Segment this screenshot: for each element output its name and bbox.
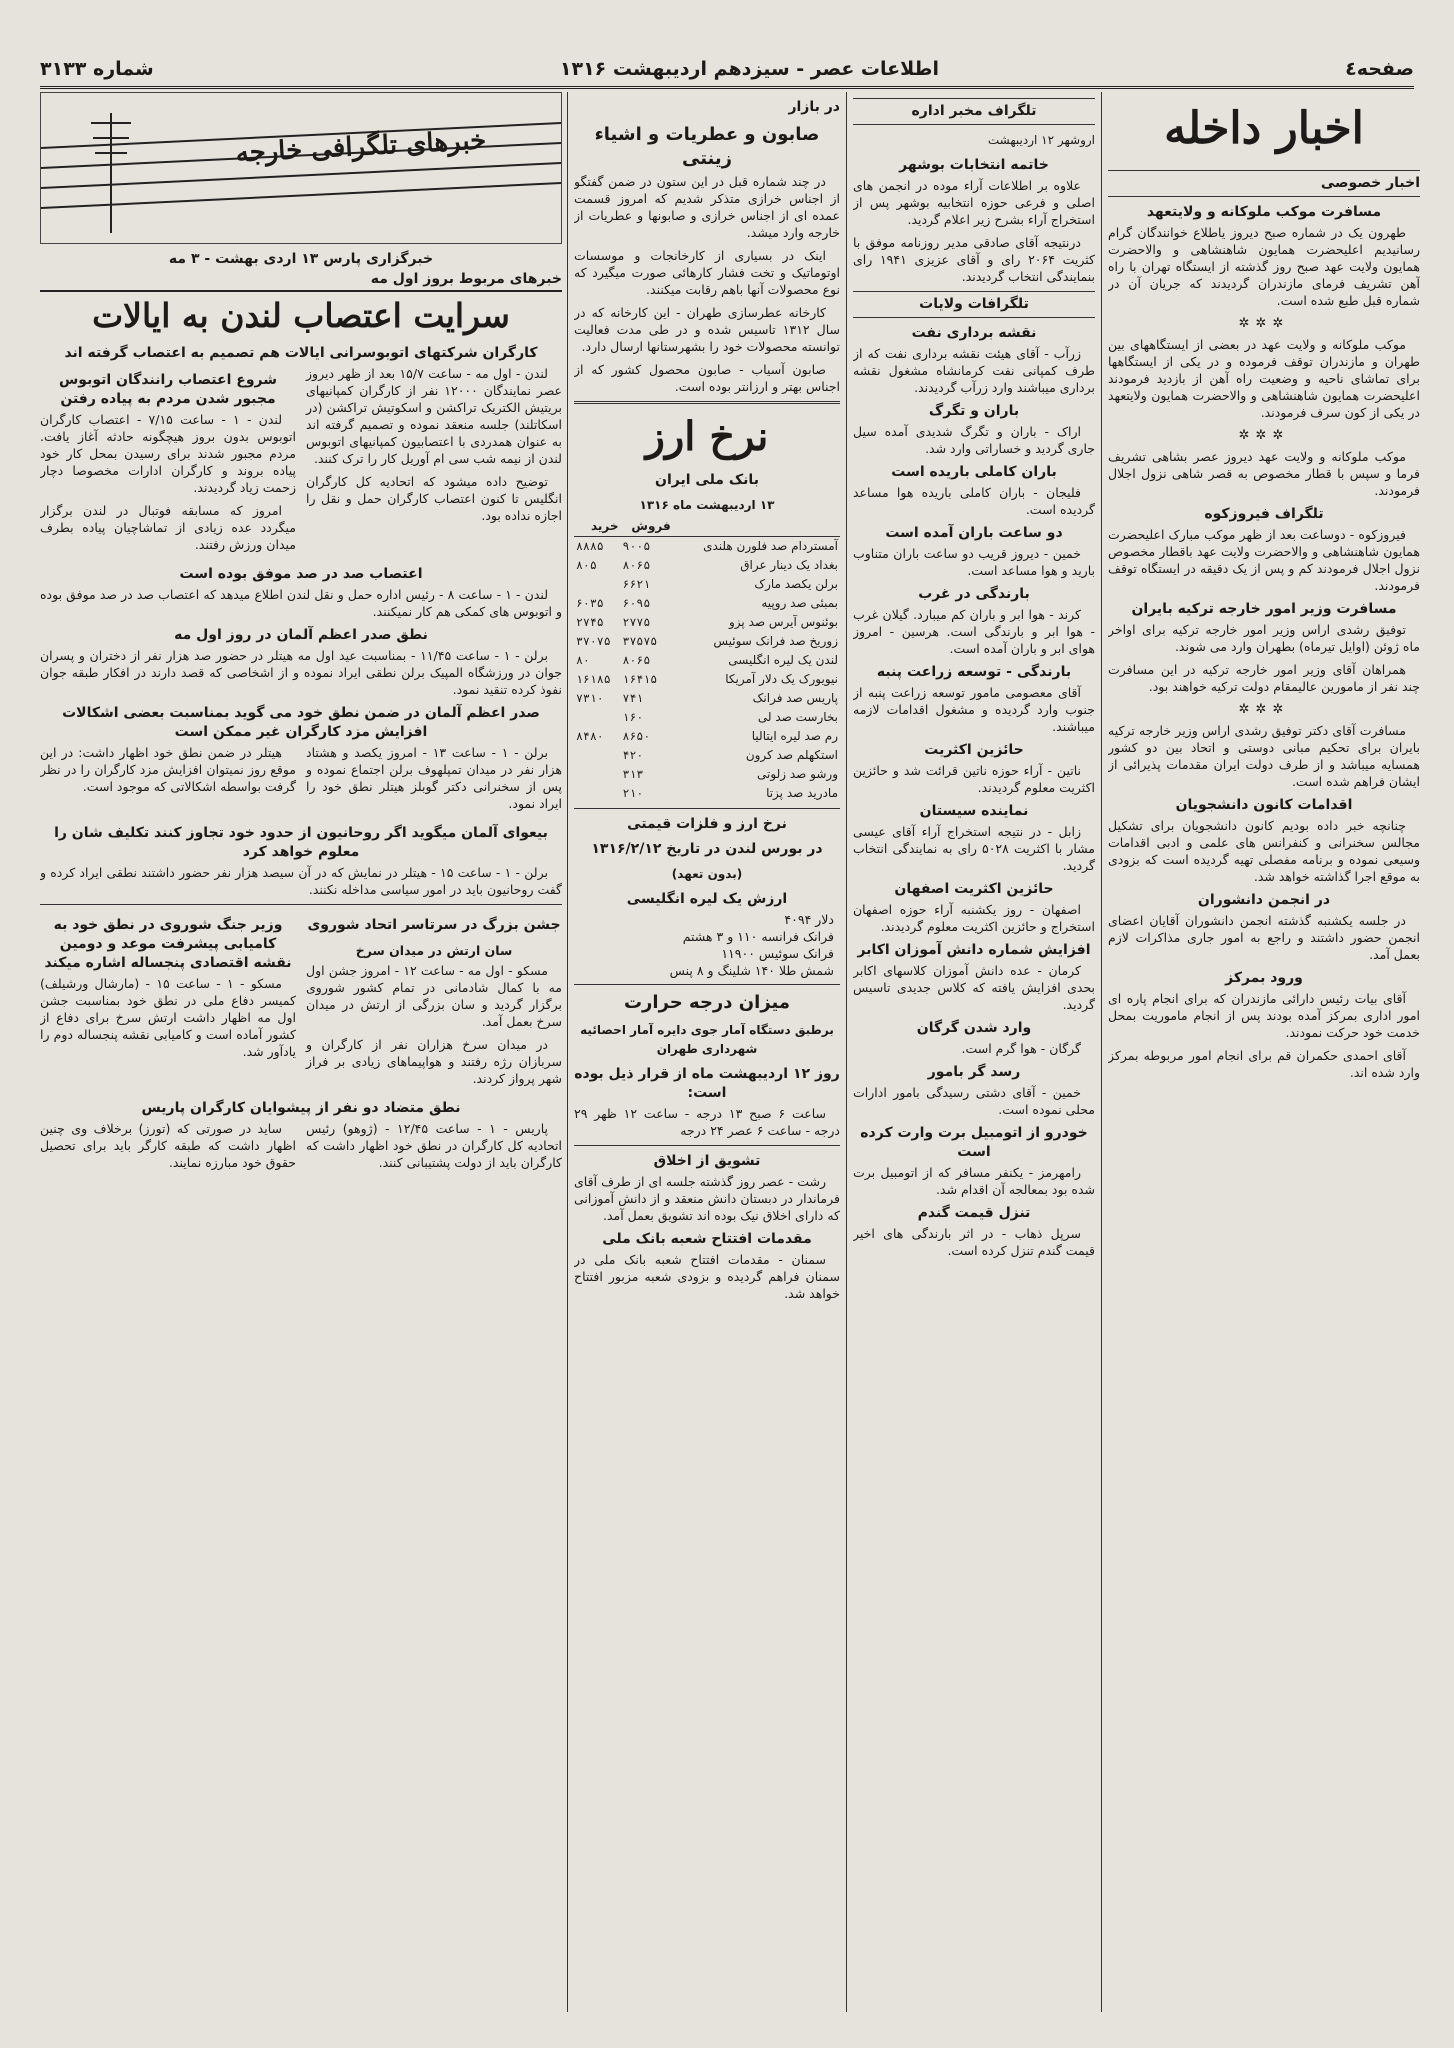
divider: [574, 808, 840, 809]
article-paragraph: کرند - هوا ابر و باران کم میبارد. گیلان غرب - هوا ابر و بارندگی است. هرسین - امروز هوای ابر و باران آمده است.: [853, 607, 1095, 656]
currency-name: پاریس صد فرانک: [752, 691, 838, 705]
article-heading: بارندگی در غرب: [918, 586, 1030, 602]
article-heading: میزان درجه حرارت: [623, 992, 791, 1013]
article-subheading: کارگران شرکتهای اتوبوسرانی ایالات هم تصمیم به اعتصاب گرفته اند: [64, 345, 538, 361]
sell-rate: ۴۲۰: [622, 748, 644, 762]
article-paragraph: در میدان سرخ هزاران نفر از کارگران و سربازان رژه رفتند و هواپیماهای زیادی بر فراز شهر پرواز کردند.: [306, 1037, 562, 1086]
currency-name: استکهلم صد کرون: [745, 748, 838, 762]
article-paragraph: آقای بیات رئیس دارائی مازندران که برای انجام پاره ای امور اداری بمرکز آمده بودند پس از انجام ماموریت بمحل خدمت خود حرکت نمودند.: [1108, 991, 1420, 1040]
column-domestic-news: [1108, 92, 1420, 2018]
article-paragraph: سرپل ذهاب - در اثر بارندگی های اخیر قیمت گندم تنزل کرده است.: [853, 1226, 1095, 1258]
section-heading: تلگرافات ولایات: [853, 291, 1095, 318]
article-paragraph: صابون آسیاب - صابون محصول کشور که از اجناس بهتر و ارزانتر بوده است.: [574, 362, 840, 394]
two-column-text: [40, 744, 562, 818]
rates-date: ۱۳ اردیبهشت ماه ۱۳۱۶: [639, 498, 775, 512]
article-heading: دو ساعت باران آمده است: [885, 525, 1063, 541]
exchange-rates-title: نرخ ارز: [645, 413, 769, 460]
article-paragraph: طهرون یک در شماره صبح دیروز یاطلاع خوانندگان گرام رسانیدیم اعلیحضرت همایون شاهنشاهی و والاحضرت همایون ولایت عهد صبح روز گذشته از ایستگاه تهران با راه آهن تشریف فرمای مازندران گردیدند که جریان آن در شماره قبل طبع شده است.: [1108, 225, 1420, 308]
article-heading: افزایش شماره دانش آموزان اکابر: [857, 942, 1091, 958]
agency-line: خبرگزاری پارس ۱۳ اردی بهشت - ۳ مه: [168, 251, 434, 267]
sell-rate: ۱۶۰: [622, 710, 644, 724]
two-column-text: [40, 910, 562, 1093]
article-paragraph: فیروزکوه - دوساعت بعد از ظهر موکب مبارک اعلیحضرت همایون شاهنشاهی و والاحضرت ولایت عهد باقطار مخصوص نزول اجلال فرمودند کم و پس از یک دقیقه در ایستگاه توقف فرمودند.: [1108, 527, 1420, 593]
article-paragraph: رامهرمز - یکنفر مسافر که از اتومبیل برت شده بود بمعالجه آن اقدام شد.: [853, 1165, 1095, 1197]
article-heading: مسافرت موکب ملوکانه و ولایتعهد: [1146, 204, 1382, 220]
article-paragraph: آقای احمدی حکمران قم برای انجام امور مربوطه بمرکز وارد شده اند.: [1108, 1048, 1420, 1080]
article-paragraph: ساید در صورتی که (تورز) برخلاف وی چنین اظهار داشت که طبقه کارگر باید برای تحصیل حقوق خود مبارزه نمایند.: [40, 1121, 296, 1170]
sell-rate: ۸۰۶۵: [622, 653, 651, 667]
currency-name: مادرید صد پزتا: [766, 786, 838, 800]
column-rule: [1101, 92, 1102, 2012]
article-paragraph: در چند شماره قبل در این ستون در ضمن گفتگو از اجناس خرازی متذکر شدیم که امروز قسمت عمده ای از اجناس خرازی و صابونها و عطریات از خارجه وارد میشد.: [574, 174, 840, 240]
column-header-buy: خرید: [574, 517, 621, 537]
sell-rate: ۹۰۰۵: [622, 539, 651, 553]
rate-row: [574, 746, 840, 765]
article-heading: باران کاملی باریده است: [891, 464, 1057, 480]
section-tag: در بازار: [788, 99, 840, 115]
buy-rate: ۳۷۰۷۵: [576, 634, 611, 648]
article-heading: تلگراف فیروزکوه: [1204, 506, 1324, 522]
article-subheading: در بورس لندن در تاریخ ۱۳۱۶/۲/۱۲: [591, 841, 823, 857]
list-item: دلار ۴۰۹۴: [784, 912, 834, 927]
sell-rate: ۲۷۷۵: [622, 615, 651, 629]
masthead: [40, 52, 1414, 89]
article-paragraph: کرمان - عده دانش آموزان کلاسهای اکابر بحدی افزایش یافته که کلاس جدیدی تاسیس گردید.: [853, 963, 1095, 1012]
divider: [574, 984, 840, 985]
currency-name: زوریخ صد فرانک سوئیس: [713, 634, 838, 648]
article-paragraph: فلیجان - باران کاملی باریده هوا مساعد گردیده است.: [853, 485, 1095, 517]
article-heading: تنزل قیمت گندم: [917, 1205, 1031, 1221]
article-paragraph: لندن - اول مه - ساعت ۱۵/۷ بعد از ظهر دیروز عصر نمایندگان ۱۲۰۰۰ نفر از کارگران کمپانیهای بریتیش الکتریک تراکشن و اسکوتیش تراکشن (در اسکاتلند) جلسه منعقد نموده و تصمیم گرفته اند به عنوان همدردی با اعتصابیون کمپانیهای اتوبوس لندن از نیمه شب سی ام آوریل کار را ترک کنند.: [306, 366, 562, 466]
article-heading: خودرو از اتومبیل برت وارت کرده است: [860, 1125, 1088, 1160]
strapline: خبرهای مربوط بروز اول مه: [40, 271, 562, 292]
separator-stars: ✲✲✲: [1238, 316, 1290, 331]
sell-rate: ۳۷۵۷۵: [622, 634, 658, 648]
article-paragraph: خمین - آقای دشتی رسیدگی بامور ادارات محلی نموده است.: [853, 1085, 1095, 1117]
article-heading: نرخ ارز و فلزات قیمتی: [627, 816, 787, 832]
article-paragraph: امروز که مسابقه فوتبال در لندن برگزار میگردد عده زیادی از تماشاچیان پیاده بطرف میدان ورزش رفتند.: [40, 503, 296, 552]
rate-row: [574, 594, 840, 613]
column-rule: [846, 92, 847, 2012]
column-foreign-telegrams: [40, 92, 562, 2018]
article-paragraph: درنتیجه آقای صادقی مدیر روزنامه موفق با کثریت ۲۰۶۴ رای و آقای عزیزی ۱۹۴۱ رای بنمایندگی انتخاب گردیدند.: [853, 235, 1095, 284]
article-subheading: صدر اعظم آلمان در ضمن نطق خود می گوید بمناسبت بعضی اشکالات افزایش مزد کارگران غیر ممکن است: [62, 705, 540, 740]
article-heading: نقشه برداری نفت: [911, 325, 1037, 341]
article-paragraph: مسافرت آقای دکتر توفیق رشدی اراس وزیر خارجه ترکیه بایران برای تحکیم مبانی دوستی و اتحاد بین دو کشور همسایه میباشد و از طرف دولت ایران مقدمات پذیرائی از ایشان فراهم شده است.: [1108, 723, 1420, 789]
sell-rate: ۸۰۶۵: [622, 558, 651, 572]
article-subheading: سان ارتش در میدان سرخ: [355, 943, 513, 958]
article-paragraph: اصفهان - روز یکشنبه آراء حوزه اصفهان استخراج و حائزین اکثریت معلوم گردیدند.: [853, 902, 1095, 934]
article-subheading: وزیر جنگ شوروی در نطق خود به کامیابی پیشرفت موعد و دومین نقشه اقتصادی پنجساله اشاره میکند: [44, 917, 292, 971]
article-paragraph: موکب ملوکانه و ولایت عهد دیروز عصر بشاهی تشریف فرما و سپس با قطار مخصوص به قصر شاهی نزول اجلال فرمودند.: [1108, 449, 1420, 498]
article-paragraph: آقای معصومی مامور توسعه زراعت پنبه از جنوب وارد گردیده و مشغول اقدامات لازمه میباشند.: [853, 685, 1095, 734]
sell-rate: ۶۶۲۱: [622, 577, 651, 591]
article-paragraph: چنانچه خبر داده بودیم کانون دانشجویان برای تشکیل مجالس سخنرانی و کنفرانس های علمی و ادبی اقدامات وسیعی نموده و برنامه مفصلی تهیه گردیده است که بزودی به موقع اجرا گذاشته خواهد شد.: [1108, 818, 1420, 884]
article-paragraph: کارخانه عطرسازی طهران - این کارخانه که در سال ۱۳۱۲ تاسیس شده و در طی مدت فعالیت توانسته محصولات خود را بشهرستانها ارسال دارد.: [574, 305, 840, 354]
separator-stars: ✲✲✲: [1238, 428, 1290, 443]
divider: [574, 401, 840, 404]
list-item: فرانک سوئیس ۱۱۹۰۰: [721, 946, 834, 961]
article-paragraph: برلن - ۱ - ساعت ۱۱/۴۵ - بمناسبت عید اول مه هیتلر در حضور صد هزار نفر از دختران و پسران جوان در ورزشگاه المپیک برلن نطقی ایراد نموده و از اشخاصی که قصد دارند در افکار طبقه جوان نفوذ کرده تنقید نمود.: [40, 648, 562, 697]
buy-rate: ۱۶۱۸۵: [576, 672, 611, 686]
article-subheading: ارزش یک لیره انگلیسی: [626, 891, 788, 907]
article-heading: مسافرت وزیر امور خارجه ترکیه بایران: [1131, 601, 1397, 617]
rate-row: [574, 765, 840, 784]
divider: [574, 1145, 840, 1146]
separator-stars: ✲✲✲: [1238, 702, 1290, 717]
rate-row: [574, 670, 840, 689]
article-paragraph: توضیح داده میشود که اتحادیه کل کارگران انگلیس تا کنون اعتصاب کارگران حمل و نقل را اجازه نداده بود.: [306, 474, 562, 523]
currency-name: بخارست صد لی: [757, 710, 838, 724]
section-heading: تلگراف مخبر اداره: [853, 98, 1095, 125]
buy-rate: [574, 708, 621, 727]
telegraph-wires-icon: [41, 93, 561, 243]
currency-name: برلن یکصد مارک: [754, 577, 838, 591]
sell-rate: ۱۶۴۱۵: [622, 672, 658, 686]
two-column-text: [40, 365, 562, 559]
article-heading: باران و تگرگ: [928, 403, 1020, 419]
rate-row: [574, 727, 840, 746]
buy-rate: ۸۰۵: [576, 558, 597, 572]
buy-rate: ۸۴۸۰: [576, 729, 604, 743]
metal-rates-list: [574, 911, 840, 979]
column-market-and-rates: [574, 92, 840, 2018]
sell-rate: ۳۱۳: [622, 767, 644, 781]
article-heading: حائزین اکثریت: [924, 742, 1024, 758]
dateline: اطلاعات عصر - سیزدهم اردیبهشت ۱۳۱۶: [559, 58, 939, 80]
list-item: فرانک فرانسه ۱۱۰ و ۳ هشتم: [682, 929, 834, 944]
section-heading: اخبار خصوصی: [1108, 170, 1420, 197]
column-provincial-telegrams: [853, 92, 1095, 2018]
article-paragraph: همراهان آقای وزیر امور خارجه ترکیه در این مسافرت چند نفر از مامورین عالیمقام دولت ترکیه خواهند بود.: [1108, 662, 1420, 694]
currency-name: آمستردام صد فلورن هلندی: [703, 539, 838, 553]
rate-row: [574, 613, 840, 632]
column-rule: [567, 92, 568, 2012]
article-paragraph: توفیق رشدی اراس وزیر امور خارجه ترکیه برای اواخر ماه ژوئن (اوایل تیرماه) بطهران وارد می شوند.: [1108, 622, 1420, 654]
issue-number: شماره ۳۱۳۳: [40, 58, 154, 80]
rate-row: [574, 689, 840, 708]
buy-rate: ۷۳۱۰: [576, 691, 604, 705]
main-headline: سرایت اعتصاب لندن به ایالات: [92, 296, 510, 335]
section-brand-title: اخبار داخله: [1164, 103, 1364, 154]
buy-rate: [574, 746, 621, 765]
article-paragraph: زرآب - آقای هیئت نقشه برداری نفت که از طرف کمپانی نفت کرمانشاه مشغول نقشه برداری میباشند وارد زرآب گردیدند.: [853, 346, 1095, 395]
article-paragraph: برلن - ۱ - ساعت ۱۵ - هیتلر در نمایش که در آن سیصد هزار نفر حضور داشتند نطقی ایراد کرده و گفت روحانیون باید در امور سیاسی مداخله نکنند.: [40, 865, 562, 897]
article-heading: وارد شدن گرگان: [916, 1020, 1032, 1036]
dateline: اروشهر ۱۲ اردیبهشت: [987, 133, 1095, 147]
article-paragraph: سمنان - مقدمات افتتاح شعبه بانک ملی در سمنان فراهم گردیده و بزودی شعبه مزبور افتتاح خواهد شد.: [574, 1252, 840, 1301]
currency-name: بمبئی صد روپیه: [761, 596, 838, 610]
article-paragraph: برلن - ۱ - ساعت ۱۳ - امروز یکصد و هشتاد هزار نفر در میدان تمپلهوف برلن اجتماع نموده و پس از سخنرانی دکتر گوبلز هیتلر نطق خود را ایراد نمود.: [306, 745, 562, 811]
buy-rate: ۲۷۴۵: [576, 615, 604, 629]
buy-rate: ۶۰۳۵: [576, 596, 604, 610]
article-heading: اقدامات کانون دانشجویان: [1175, 797, 1353, 813]
sell-rate: ۸۶۵۰: [622, 729, 651, 743]
buy-rate: [574, 575, 621, 594]
article-subheading: نطق متضاد دو نفر از پیشوایان کارگران پاریس: [141, 1100, 461, 1116]
article-heading: نماینده سیستان: [919, 803, 1029, 819]
rate-row: [574, 575, 840, 594]
article-subheading: شروع اعتصاب رانندگان اتوبوس مجبور شدن مردم به پیاده رفتن: [58, 372, 277, 407]
article-paragraph: خمین - دیروز قریب دو ساعت باران متناوب بارید و هوا مساعد است.: [853, 546, 1095, 578]
article-heading: بارندگی - توسعه زراعت پنبه: [876, 664, 1072, 680]
article-subheading: نطق صدر اعظم آلمان در روز اول مه: [174, 627, 428, 643]
article-paragraph: در جلسه یکشنبه گذشته انجمن دانشوران آقایان اعضای انجمن حضور داشتند و راجع به امور جاری مذاکرات لازم بعمل آمد.: [1108, 913, 1420, 962]
buy-rate: [574, 784, 621, 803]
currency-name: ورشو صد زلوتی: [757, 767, 838, 781]
rate-row: [574, 784, 840, 803]
rate-row: [574, 537, 840, 557]
currency-name: رم صد لیره ایتالیا: [751, 729, 838, 743]
article-paragraph: گرگان - هوا گرم است.: [961, 1041, 1081, 1056]
article-subheading: روز ۱۲ اردیبهشت ماه از قرار ذیل بوده است:: [574, 1066, 840, 1101]
article-paragraph: مسکو - اول مه - ساعت ۱۲ - امروز جشن اول مه با کمال شادمانی در تمام کشور شوروی برگزار گردید و سان بزرگی از ارتش در میدان سرخ بعمل آمد.: [306, 963, 562, 1029]
article-heading: ورود بمرکز: [1225, 970, 1303, 986]
article-subheading: جشن بزرگ در سرتاسر اتحاد شوروی: [307, 917, 561, 933]
column-header-sell: فروش: [621, 517, 673, 537]
article-paragraph: مسکو - ۱ - ساعت ۱۵ - (مارشال ورشیلف) کمیسر دفاع ملی در نطق خود بمناسبت جشن اول مه اظهار داشت ارتش سرخ برای دفاع از کشور آماده است و کامیابی نقشه پنجساله دوم را یادآور شد.: [40, 976, 296, 1059]
article-paragraph: پاریس - ۱ - ساعت ۱۲/۴۵ - (ژوهو) رئیس اتحادیه کل کارگران در نطق خود اظهار داشت که کارگران باید از دولت پشتیبانی کنند.: [306, 1121, 562, 1170]
article-heading: رسد گر بامور: [927, 1064, 1021, 1080]
buy-rate: ۸۰: [576, 653, 590, 667]
article-paragraph: هیتلر در ضمن نطق خود اظهار داشت: در این موقع روز نمیتوان افزایش مزد کارگران را در نظر گرفت بواسطه اشکالاتی که موجود است.: [40, 745, 296, 794]
article-paragraph: علاوه بر اطلاعات آراء موده در انجمن های اصلی و فرعی حوزه انتخابیه بوشهر پس از استخراج آراء بشرح زیر اعلام گردید.: [853, 178, 1095, 227]
divider: [40, 904, 562, 905]
rate-row: [574, 632, 840, 651]
rate-row: [574, 556, 840, 575]
sell-rate: ۶۰۹۵: [622, 596, 651, 610]
sell-rate: ۷۴۱: [622, 691, 644, 705]
article-heading: صابون و عطریات و اشیاء زینتی: [594, 124, 820, 169]
buy-rate: [574, 765, 621, 784]
article-paragraph: ناتین - آراء حوزه ناتین قرائت شد و حائزین اکثریت معلوم گردیدند.: [853, 763, 1095, 795]
currency-name: نیویورک یک دلار آمریکا: [725, 672, 838, 686]
article-heading: در انجمن دانشوران: [1197, 892, 1331, 908]
foreign-news-banner: [40, 92, 562, 244]
bank-name: بانک ملی ایران: [655, 472, 759, 488]
list-item: شمش طلا ۱۴۰ شلینگ و ۸ پنس: [669, 963, 834, 978]
article-paragraph: لندن - ۱ - ساعت ۷/۱۵ - اعتصاب کارگران اتوبوس بدون بروز هیچگونه حادثه آغاز یافت. مردم مجبور شدند برای رسیدن بمحل کار خود پیاده بروند و کارگران ادارات مخصوصا دچار زحمت زیاد گردیدند.: [40, 412, 296, 495]
article-heading: حائزین اکثریت اصفهان: [894, 881, 1054, 897]
rate-row: [574, 651, 840, 670]
currency-name: بوئنوس آیرس صد پزو: [729, 615, 838, 629]
article-paragraph: زابل - در نتیجه استخراج آراء آقای عیسی مشار با اکثریت ۵۰۲۸ رای به نمایندگی انتخاب گردید.: [853, 824, 1095, 873]
article-subheading: (بدون تعهد): [671, 867, 743, 881]
rate-row: [574, 708, 840, 727]
article-subheading: برطبق دستگاه آمار جوی دایره آمار احصائیه شهرداری طهران: [580, 1023, 834, 1056]
article-paragraph: لندن - ۱ - ساعت ۸ - رئیس اداره حمل و نقل لندن اطلاع میدهد که اعتصاب صد در صد موفق بوده و اتوبوس های کمکی هم کار نمیکنند.: [40, 587, 562, 619]
sell-rate: ۲۱۰: [622, 786, 644, 800]
article-paragraph: اراک - باران و تگرگ شدیدی آمده سیل جاری گردید و خساراتی وارد شد.: [853, 424, 1095, 456]
article-paragraph: اینک در بسیاری از کارخانجات و موسسات اوتوماتیک و تخت فشار کارهائی صورت میگیرد که نوع محصولات آنها باهم رقابت میکنند.: [574, 248, 840, 297]
banner-title: خبرهای تلگرافی خارجه: [234, 125, 487, 169]
article-heading: خاتمه انتخابات بوشهر: [899, 157, 1049, 173]
currency-name: لندن یک لیره انگلیسی: [728, 653, 838, 667]
article-paragraph: رشت - عصر روز گذشته جلسه ای از طرف آقای فرماندار در دبستان دانش منعقد و از دانش آموزانی که دارای اخلاق نیک بوده اند تشویق بعمل آمد.: [574, 1174, 840, 1223]
temperature-readings: ساعت ۶ صبح ۱۳ درجه - ساعت ۱۲ ظهر ۲۹ درجه - ساعت ۶ عصر ۲۴ درجه: [574, 1106, 840, 1138]
two-column-text: [40, 1120, 562, 1177]
article-heading: مقدمات افتتاح شعبه بانک ملی: [602, 1231, 812, 1247]
article-subheading: بیعوای آلمان میگوید اگر روحانیون از حدود خود تجاوز کنند تکلیف شان را معلوم خواهد کرد: [54, 825, 548, 860]
article-subheading: اعتصاب صد در صد موفق بوده است: [179, 566, 423, 582]
article-paragraph: موکب ملوکانه و ولایت عهد در بعضی از ایستگاههای بین طهران و مازندران توقف فرموده و در یکی از ایستگاهها برای تماشای ناحیه و وضعیت راه آهن از بازدید فرمودند اعلیحضرت همایون شاهنشاهی و والاحضرت همایون ولایتعهد در یکی از کون سرف فرمودند.: [1108, 337, 1420, 420]
currency-name: بغداد یک دینار عراق: [740, 558, 838, 572]
article-heading: تشویق از اخلاق: [653, 1153, 761, 1169]
page-number: صفحه٤: [1345, 58, 1414, 80]
exchange-rates-table: [574, 517, 840, 803]
buy-rate: ۸۸۸۵: [576, 539, 604, 553]
